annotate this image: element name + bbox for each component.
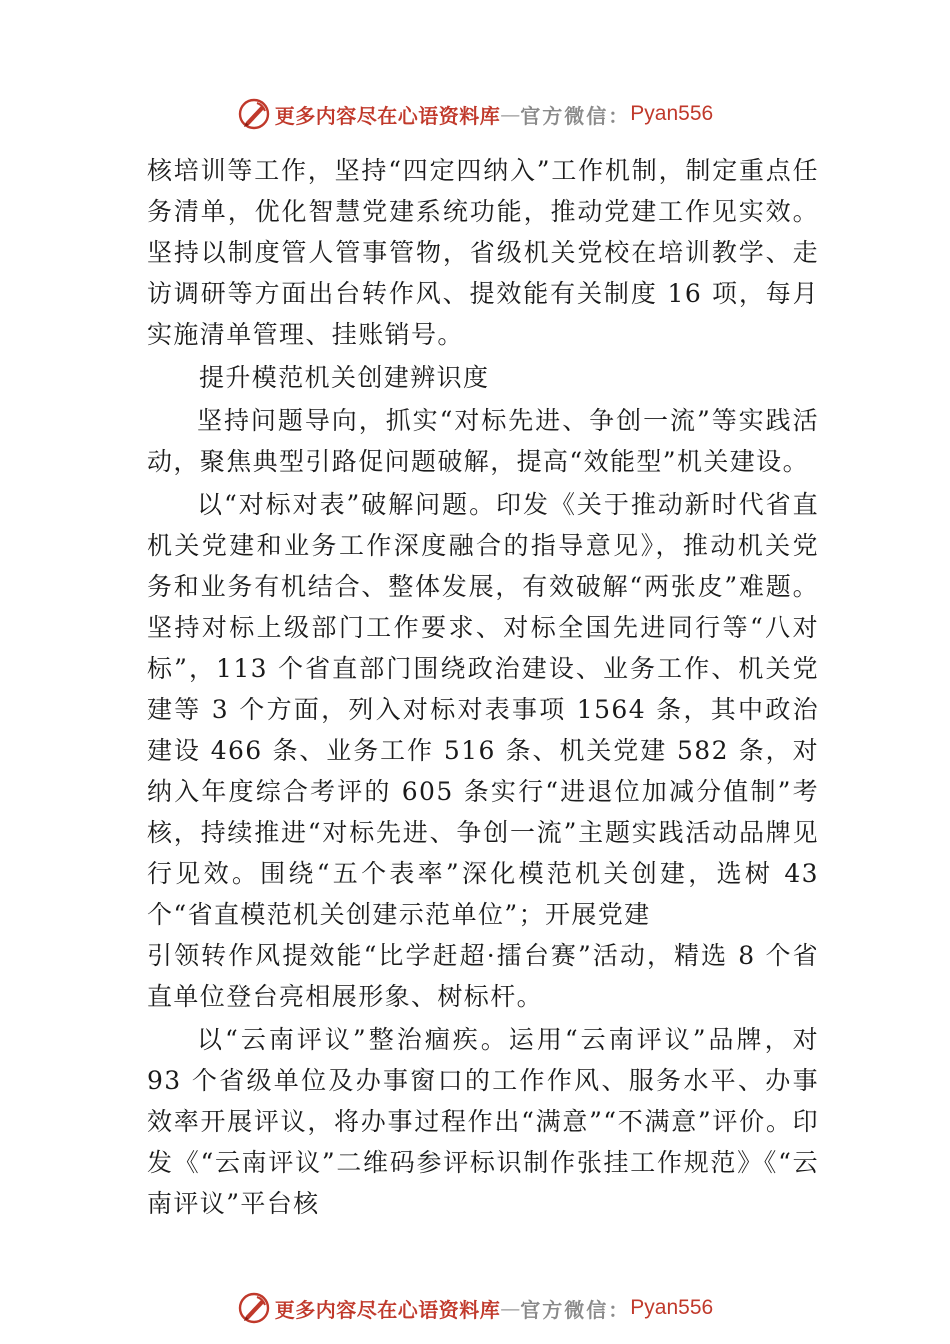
wechat-id: Pyan556 xyxy=(630,102,714,125)
dash: — xyxy=(500,1296,521,1320)
paragraph-benchmark-tail: 引领转作风提效能“比学赶超·擂台赛”活动，精选 8 个省直单位登台亮相展形象、树标杆。 xyxy=(147,941,819,1011)
wechat-id: Pyan556 xyxy=(630,1296,714,1319)
pen-logo-icon xyxy=(237,1291,271,1325)
paragraph-intro: 坚持问题导向，抓实“对标先进、争创一流”等实践活动，聚焦典型引路促问题破解，提高“效能型”机关建设。 xyxy=(147,406,819,476)
paragraph-benchmark: 以“对标对表”破解问题。印发《关于推动新时代省直机关党建和业务工作深度融合的指导意见》，推动机关党务和业务有机结合、整体发展，有效破解“两张皮”难题。坚持对标上级部门工作要求、对标全国先进同行等“八对标”，113 个省直部门围绕政治建设、业务工作、机关党建等 3 个方面，列入对标对表事项 1564 条，其中政治建设 466 条、业务工作 516 条、机关党建 582 条，对纳入年度综合考评的 605 条实行“进退位加减分值制”考核，持续推进“对标先进、争创一流”主题实践活动品牌见行见效。围绕“五个表率”深化模范机关创建，选树 43 个“省直模范机关创建示范单位”；开展党建 xyxy=(147,490,819,929)
section-heading: 提升模范机关创建辨识度 xyxy=(199,363,490,392)
header-watermark xyxy=(0,94,950,134)
wechat-label: 官方微信： xyxy=(520,1297,631,1322)
footer-watermark xyxy=(0,1288,950,1328)
pen-logo-icon xyxy=(237,97,271,131)
wechat-label: 官方微信： xyxy=(520,103,631,128)
site-text: 更多内容尽在心语资料库 xyxy=(274,103,501,128)
paragraph-yunnan-review: 以“云南评议”整治痼疾。运用“云南评议”品牌，对 93 个省级单位及办事窗口的工作作风、服务水平、办事效率开展评议，将办事过程作出“满意”“不满意”评价。印发《“云南评议”二维码参评标识制作张挂工作规范》《“云南评议”平台核 xyxy=(147,1025,819,1218)
paragraph-continuation: 核培训等工作，坚持“四定四纳入”工作机制，制定重点任务清单，优化智慧党建系统功能，推动党建工作见实效。坚持以制度管人管事管物，省级机关党校在培训教学、走访调研等方面出台转作风、提效能有关制度 16 项，每月实施清单管理、挂账销号。 xyxy=(147,156,819,349)
site-text: 更多内容尽在心语资料库 xyxy=(274,1297,501,1322)
document-body xyxy=(147,150,819,1224)
dash: — xyxy=(500,102,521,126)
